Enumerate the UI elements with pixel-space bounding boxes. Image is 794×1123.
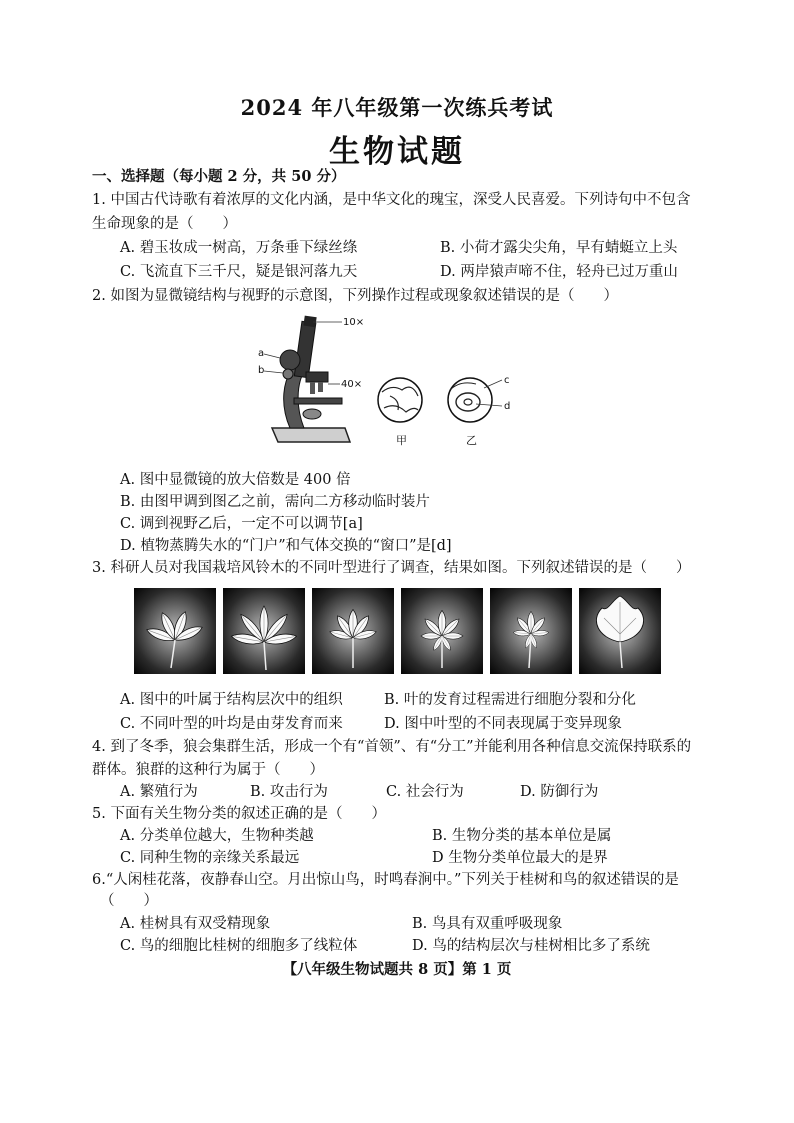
q5-option-b: B. 生物分类的基本单位是属 (432, 828, 612, 844)
leaf-panel-2 (223, 588, 305, 674)
q1-stem-line1: 1. 中国古代诗歌有着浓厚的文化内涵，是中华文化的瑰宝，深受人民喜爱。下列诗句中不包含 (92, 192, 691, 208)
label-d: d (504, 401, 511, 412)
q4-stem-line2: 群体。狼群的这种行为属于（ ） (92, 762, 324, 778)
q4-option-c: C. 社会行为 (386, 784, 464, 800)
exam-title: 2024 年八年级第一次练兵考试 (240, 95, 554, 120)
objective-label: 40× (341, 379, 363, 390)
leaf-panel-1 (134, 588, 216, 674)
q2-option-c: C. 调到视野乙后，一定不可以调节[a] (120, 516, 363, 532)
q3-option-d: D. 图中叶型的不同表现属于变异现象 (384, 716, 622, 732)
q4-option-a: A. 繁殖行为 (120, 784, 198, 800)
label-c: c (504, 375, 510, 386)
q2-option-b: B. 由图甲调到图乙之前，需向二方移动临时装片 (120, 494, 430, 510)
q4-option-b: B. 攻击行为 (250, 784, 328, 800)
q4-option-d: D. 防御行为 (520, 784, 599, 800)
q5-option-a: A. 分类单位越大，生物种类越 (120, 828, 314, 844)
q4-stem-line1: 4. 到了冬季，狼会集群生活，形成一个有“首领”、有“分工”并能利用各种信息交流保持联系的 (92, 739, 692, 755)
q6-option-a: A. 桂树具有双受精现象 (120, 916, 271, 932)
microscope-figure (250, 310, 540, 460)
page-footer: 【八年级生物试题共 8 页】第 1 页 (282, 961, 512, 978)
leaf-types-figure (134, 588, 664, 674)
q3-stem: 3. 科研人员对我国栽培风铃木的不同叶型进行了调查，结果如图。下列叙述错误的是（ ） (92, 560, 691, 576)
q6-option-d: D. 鸟的结构层次与桂树相比多了系统 (412, 938, 650, 954)
q1-option-c: C. 飞流直下三千尺，疑是银河落九天 (120, 264, 358, 280)
q1-option-b: B. 小荷才露尖尖角，早有蜻蜓立上头 (440, 240, 678, 256)
q6-stem-line2: （ ） (100, 893, 158, 909)
subject-title: 生物试题 (329, 134, 465, 170)
leaf-panel-4 (401, 588, 483, 674)
view-yi-label: 乙 (466, 434, 477, 447)
eyepiece-label: 10× (343, 317, 365, 328)
q3-option-b: B. 叶的发育过程需进行细胞分裂和分化 (384, 692, 636, 708)
q1-stem-line2: 生命现象的是（ ） (92, 216, 237, 232)
q6-option-b: B. 鸟具有双重呼吸现象 (412, 916, 563, 932)
q5-stem: 5. 下面有关生物分类的叙述正确的是（ ） (92, 806, 386, 822)
q5-option-d: D 生物分类单位最大的是界 (432, 850, 608, 866)
section-heading: 一、选择题（每小题 2 分，共 50 分） (92, 168, 346, 185)
q3-option-c: C. 不同叶型的叶均是由芽发育而来 (120, 716, 343, 732)
q1-option-a: A. 碧玉妆成一树高，万条垂下绿丝绦 (120, 240, 358, 256)
label-b: b (258, 365, 265, 376)
view-jia-label: 甲 (396, 434, 407, 447)
label-a: a (258, 348, 265, 359)
q6-option-c: C. 鸟的细胞比桂树的细胞多了线粒体 (120, 938, 358, 954)
q2-stem: 2. 如图为显微镜结构与视野的示意图，下列操作过程或现象叙述错误的是（ ） (92, 288, 618, 304)
q6-stem-line1: 6.“人闲桂花落，夜静春山空。月出惊山鸟，时鸣春涧中。”下列关于桂树和鸟的叙述错误的是 (92, 872, 679, 888)
q5-option-c: C. 同种生物的亲缘关系最远 (120, 850, 300, 866)
leaf-panel-5 (490, 588, 572, 674)
q2-option-d: D. 植物蒸腾失水的“门户”和气体交换的“窗口”是[d] (120, 538, 452, 554)
q2-option-a: A. 图中显微镜的放大倍数是 400 倍 (120, 472, 351, 488)
q1-option-d: D. 两岸猿声啼不住，轻舟已过万重山 (440, 264, 678, 280)
leaf-panel-3 (312, 588, 394, 674)
leaf-panel-6 (579, 588, 661, 674)
q3-option-a: A. 图中的叶属于结构层次中的组织 (120, 692, 343, 708)
